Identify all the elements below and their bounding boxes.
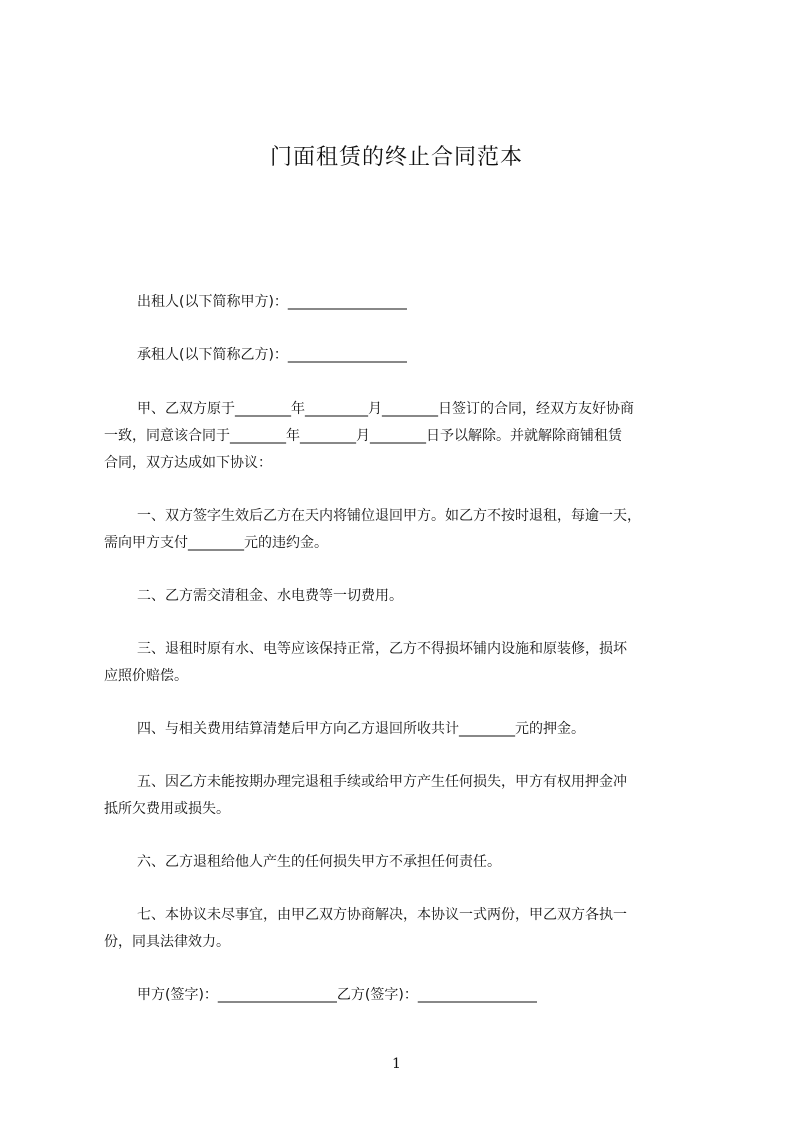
clause-4 — [104, 716, 702, 743]
clause-6-text: 六、乙方退租给他人产生的任何损失甲方不承担任何责任。 — [137, 854, 501, 870]
page-number: 1 — [392, 1056, 401, 1072]
clause-3-line-1: 三、退租时原有水、电等应该保持正常，乙方不得损坏铺内设施和原装修，损坏 — [137, 641, 627, 657]
page-title: 门面租赁的终止合同范本 — [269, 145, 523, 170]
intro-line-2: 一致，同意该合同于________年________月________日予以解除。并就解除商铺租赁 — [104, 428, 622, 444]
lessor-line — [104, 289, 702, 316]
intro-line-3: 合同，双方达成如下协议： — [104, 455, 272, 471]
intro-paragraph — [104, 396, 702, 477]
clause-6 — [104, 849, 702, 876]
clause-5-line-1: 五、因乙方未能按期办理完退租手续或给甲方产生任何损失，甲方有权用押金冲 — [137, 774, 627, 790]
clause-3-line-2: 应照价赔偿。 — [104, 668, 188, 684]
clause-7-line-2: 份，同具法律效力。 — [104, 934, 230, 950]
clause-1 — [104, 503, 702, 557]
lessee-line — [104, 342, 702, 369]
signature-line — [104, 982, 702, 1009]
clause-1-line-2: 需向甲方支付________元的违约金。 — [104, 535, 328, 551]
clause-5 — [104, 769, 702, 823]
clause-2 — [104, 583, 702, 610]
clause-5-line-2: 抵所欠费用或损失。 — [104, 801, 230, 817]
lessor-text: 出租人(以下简称甲方)：_________________ — [137, 294, 407, 310]
clause-3 — [104, 636, 702, 690]
intro-line-1: 甲、乙双方原于________年_________月________日签订的合同，经双方友好协商 — [137, 401, 634, 417]
signature-text: 甲方(签字)：_________________乙方(签字)：_________________ — [137, 987, 537, 1003]
clause-7-line-1: 七、本协议未尽事宜，由甲乙双方协商解决，本协议一式两份，甲乙双方各执一 — [137, 907, 627, 923]
clause-4-text: 四、与相关费用结算清楚后甲方向乙方退回所收共计________元的押金。 — [137, 721, 585, 737]
clause-7 — [104, 902, 702, 956]
clause-1-line-1: 一、双方签字生效后乙方在天内将铺位退回甲方。如乙方不按时退租，每逾一天， — [137, 508, 641, 524]
clause-2-text: 二、乙方需交清租金、水电费等一切费用。 — [137, 588, 403, 604]
lessee-text: 承租人(以下简称乙方)：_________________ — [137, 347, 407, 363]
